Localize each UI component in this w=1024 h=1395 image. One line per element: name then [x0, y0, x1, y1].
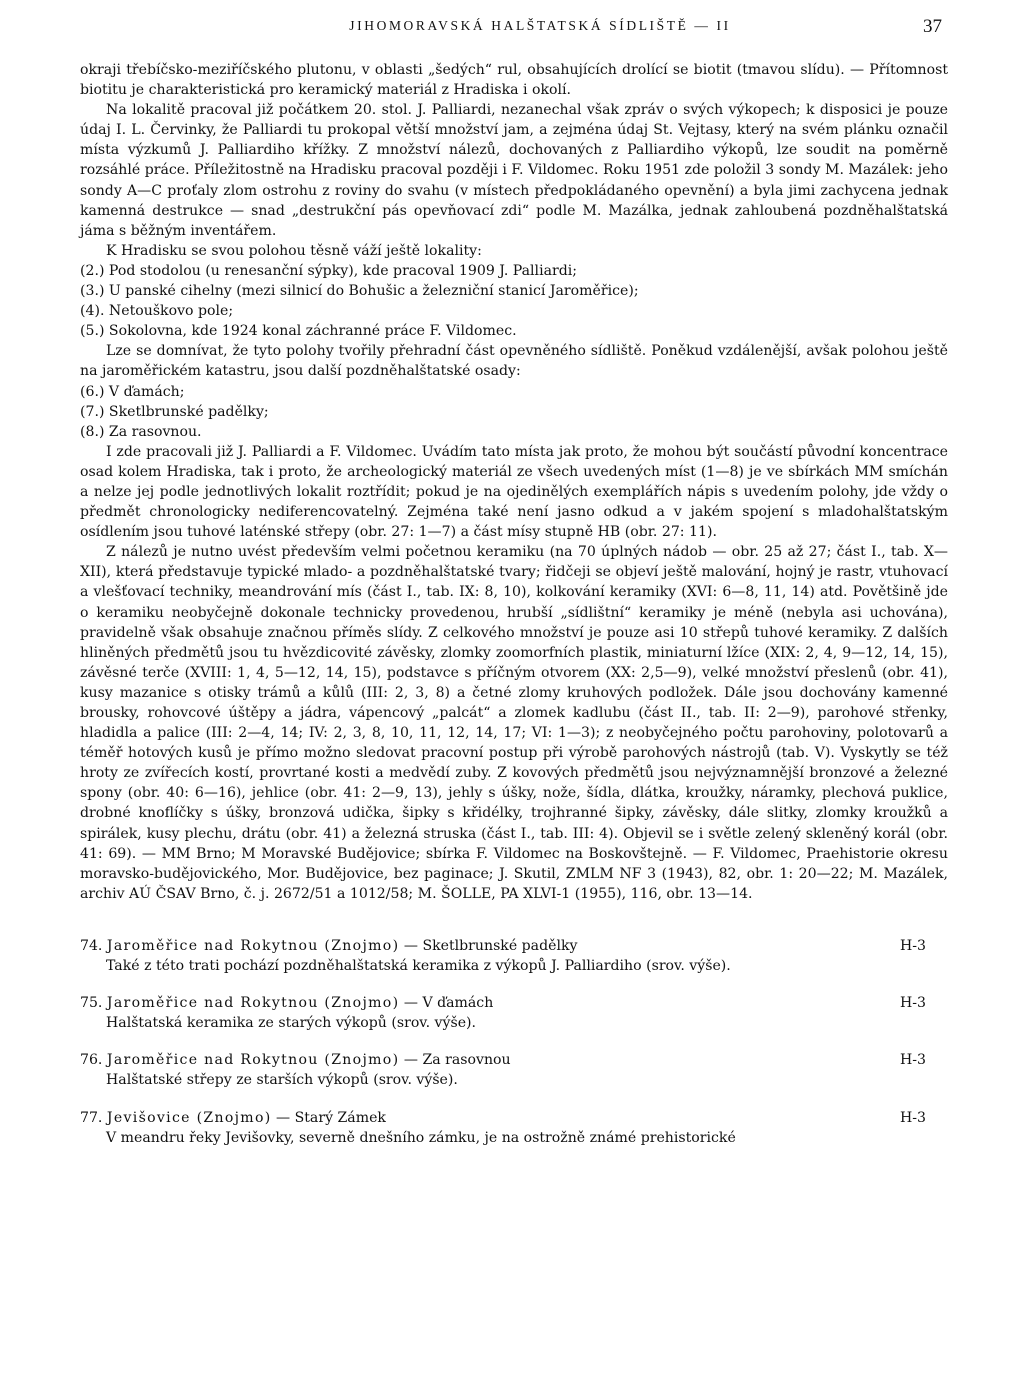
- site-entries: [80, 936, 948, 1165]
- entry-locality: — V ďamách: [403, 995, 494, 1012]
- entry-description: Halštatské střepy ze starších výkopů (srov. výše).: [106, 1072, 458, 1089]
- entry-number: 74.: [80, 938, 103, 954]
- site-entry: [80, 993, 948, 1033]
- paragraph-mixed-collections: I zde pracovali již J. Palliardi a F. Vildomec. Uvádím tato místa jak proto, že mohou být součástí původní koncentrace osad kolem Hradiska, tak i proto, že archeologický materiál ze všech uvedených míst (1—8) je ve sbírkách MM smíchán a nelze jej podle jednotlivých lokalit roztřídit; pokud je na ojedinělých exemplářích nápis s uvedením polohy, jde vždy o předmět chronologicky nediferencovatelný. Zejména také není jasno odkud a v jakém spojení s mladohalštatským osídlením jsou tuhové laténské střepy (obr. 27: 1—7) a část mísy stupně HB (obr. 27: 11).: [80, 443, 948, 541]
- entry-number: 75.: [80, 995, 103, 1012]
- locality-list-1: [80, 261, 948, 341]
- entry-number: 77.: [80, 1109, 103, 1126]
- entry-heading: [80, 993, 948, 1013]
- site-entry: [80, 936, 948, 976]
- entry-heading: [80, 1050, 948, 1070]
- entry-heading: [80, 1108, 948, 1128]
- entry-description: V meandru řeky Jevišovky, severně dnešního zámku, je na ostrožně známé prehistorické: [106, 1129, 736, 1146]
- page-number: 37: [923, 16, 942, 37]
- entry-locality: — Za rasovnou: [403, 1052, 511, 1069]
- site-entry: [80, 1108, 948, 1148]
- entry-code: H-3: [899, 1109, 926, 1126]
- entry-description: Halštatská keramika ze starých výkopů (srov. výše).: [106, 1015, 477, 1032]
- list-item: (2.) Pod stodolou (u renesanční sýpky), kde pracoval 1909 J. Palliardi;: [80, 262, 577, 279]
- paragraph-excavation-history: Na lokalitě pracoval již počátkem 20. stol. J. Palliardi, nezanechal však zpráv o svých výkopech; k disposici je pouze údaj I. L. Červinky, že Palliardi tu prokopal větší množství jam, a zejména údaj St. Vejtasy, který na svém plánku označil místa výzkumů J. Palliardiho křížky. Z množství nálezů, dochovaných z Palliardiho výkopů, lze soudit na poměrně rozsáhlé práce. Příležitostně na Hradisku pracoval později i F. Vildomec. Roku 1951 zde položil 3 sondy M. Mazálek: jeho sondy A—C proťaly zlom ostrohu z roviny do svahu (v místech předpokládaného opevnění) a byla jimi zachycena jednak kamenná destrukce — snad „destrukční pás opevňovací zdi“ podle M. Mazálka, jednak zahloubená pozdněhalštatská jáma s běžným inventářem.: [80, 102, 948, 239]
- locality-list-2: [80, 382, 948, 442]
- entry-place: Jevišovice (Znojmo): [106, 1109, 272, 1126]
- paragraph-finds: Z nálezů je nutno uvést především velmi početnou keramiku (na 70 úplných nádob — obr. 25 až 27; část I., tab. X—XII), která představuje typické mlado- a pozdněhalštatské tvary; řidčeji se objeví ještě malování, hojný je rastr, vtuhovací a vlešťovací techniky, meandrování mís (část I., tab. IX: 8, 10), kolkování keramiky (XVI: 6—8, 11, 14) atd. Povětšině jde o keramiku neobyčejně dokonale technicky provedenou, hrubší „sídlištní“ keramiky je méně (nebyla asi uchována), pravidelně však obsahuje značnou příměs slídy. Z celkového množství je pouze asi 10 střepů tuhové keramiky. Z dalších hliněných předmětů jsou tu hvězdicovité závěsky, zlomky zoomorfních plastik, miniaturní lžíce (XIX: 2, 4, 9—12, 14, 15), závěsné terče (XVIII: 1, 4, 5—12, 14, 15), podstavce s příčným otvorem (XX: 2,5—9), velké množství přeslenů (obr. 41), kusy mazanice s otisky trámů a kůlů (III: 2, 3, 8) a četné zlomy kruhových podložek. Dále jsou dochovány kamenné brousky, rohovcové úštěpy a jádra, vápencový „palcát“ a zlomek kadlubu (část II., tab. II: 2—9), parohové střenky, hladidla a palice (III: 2—4, 14; IV: 2, 3, 8, 10, 11, 12, 14, 17; VI: 1—3); z neobyčejného počtu parohoviny, polotovarů a téměř hotových kusů je přímo možno sledovat pracovní postup při výrobě parohových nástrojů (tab. V). Vyskytly se též hroty ze zvířecích kostí, provrtané kosti a medvědí zuby. Z kovových předmětů jsou nejvýznamnější bronzové a železné spony (obr. 40: 6—16), jehlice (obr. 41: 2—9, 13), jehly s úšky, nože, šídla, dlátka, kroužky, náramky, plechová puklice, drobné knoflíčky s úšky, bronzová udička, šipky s křidélky, trojhranné šipky, závěsky, dále slitky, zlomky kroužků a spirálek, kusy plechu, drátu (obr. 41) a železná struska (část I., tab. III: 4). Objevil se i světle zelený skleněný korál (obr. 41: 69). — MM Brno; M Moravské Budějovice; sbírka F. Vildomec na Boskovštejně. — F. Vildomec, Praehistorie okresu moravsko-budějovického, Mor. Budějovice, bez paginace; J. Skutil, ZMLM NF 3 (1943), 82, obr. 1: 20—22; M. Mazálek, archiv AÚ ČSAV Brno, č. j. 2672/51 a 1012/58; M. ŠOLLE, PA XLVI-1 (1955), 116, obr. 13—14.: [80, 544, 948, 902]
- entry-place: Jaroměřice nad Rokytnou (Znojmo): [106, 1052, 400, 1069]
- list-item: (3.) U panské cihelny (mezi silnicí do Bohušic a železniční stanicí Jaroměřice);: [80, 283, 639, 300]
- paragraph-biotite: okraji třebíčsko-meziříčského plutonu, v oblasti „šedých“ rul, obsahujících drolící se biotit (tmavou slídu). — Přítomnost biotitu je charakteristická pro keramický materiál z Hradiska i okolí.: [80, 62, 948, 99]
- list-item: (7.) Sketlbrunské padělky;: [80, 403, 269, 420]
- list-item: (5.) Sokolovna, kde 1924 konal záchranné práce F. Vildomec.: [80, 323, 517, 340]
- list-item: (4). Netouškovo pole;: [80, 303, 234, 320]
- site-entry: [80, 1050, 948, 1090]
- entry-code: H-3: [899, 995, 926, 1012]
- body-text: [80, 60, 948, 904]
- entry-locality: — Starý Zámek: [276, 1109, 386, 1126]
- entry-code: H-3: [899, 938, 926, 954]
- entry-code: H-3: [899, 1052, 926, 1069]
- list-item: (8.) Za rasovnou.: [80, 423, 202, 440]
- running-header: JIHOMORAVSKÁ HALŠTATSKÁ SÍDLIŠTĚ — II: [349, 18, 731, 33]
- paragraph-distant-settlements: Lze se domnívat, že tyto polohy tvořily přehradní část opevněného sídliště. Poněkud vzdálenější, avšak polohou ještě na jaroměřickém katastru, jsou další pozdněhalštatské osady:: [80, 343, 948, 380]
- list-item: (6.) V ďamách;: [80, 383, 185, 400]
- paragraph-related-localities: K Hradisku se svou polohou těsně váží ještě lokality:: [106, 242, 482, 259]
- entry-heading: [80, 936, 948, 956]
- entry-place: Jaroměřice nad Rokytnou (Znojmo): [106, 995, 400, 1012]
- entry-description: Také z této trati pochází pozdněhalštatská keramika z výkopů J. Palliardiho (srov. výše).: [106, 958, 731, 975]
- entry-number: 76.: [80, 1052, 103, 1069]
- entry-place: Jaroměřice nad Rokytnou (Znojmo): [106, 938, 400, 954]
- entry-locality: — Sketlbrunské padělky: [403, 938, 578, 954]
